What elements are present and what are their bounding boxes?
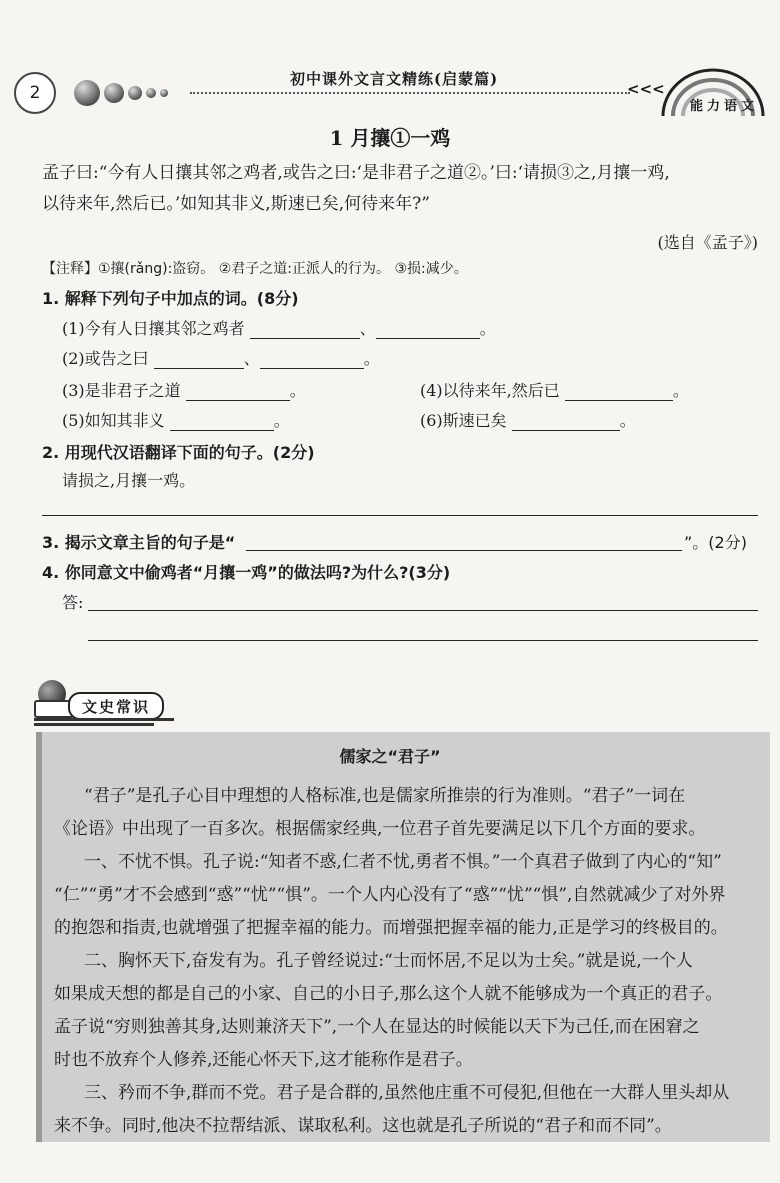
badge-label: 能力语文 — [690, 99, 759, 114]
period: 。 — [363, 349, 380, 368]
decorative-stripe — [34, 723, 154, 726]
culture-line: 的抱怨和指责,也就增强了把握幸福的能力。而增强把握幸福的能力,正是学习的终极目的。 — [54, 918, 728, 938]
q1-item-4 — [420, 378, 689, 401]
culture-line: 如果成天想的都是自己的小家、自己的小日子,那么这个人就不能够成为一个真正的君子。 — [54, 984, 723, 1004]
q1-item-text: (6)斯速已矣 — [420, 411, 507, 430]
question-3-pre: 3. 揭示文章主旨的句子是“ — [42, 533, 236, 552]
q1-item-1 — [62, 316, 496, 339]
q2-sentence: 请损之,月攘一鸡。 — [62, 471, 196, 490]
q1-item-3 — [62, 378, 306, 401]
source-citation: (选自《孟子》) — [657, 233, 758, 252]
culture-section-label: 文史常识 — [68, 692, 164, 720]
book-title: 初中课外文言文精练(启蒙篇) — [290, 70, 499, 88]
culture-line: 时也不放弃个人修养,还能心怀天下,这才能称作是君子。 — [54, 1050, 473, 1070]
decorative-ball-5 — [160, 89, 168, 97]
question-4-label: 4. 你同意文中偷鸡者“月攘一鸡”的做法吗?为什么?(3分) — [42, 563, 451, 582]
culture-line: “仁”“勇”才不会感到“惑”“忧”“惧”。一个人内心没有了“惑”“忧”“惧”,自然就减少了对外界 — [54, 885, 726, 905]
q1-blank-3[interactable] — [186, 382, 290, 401]
question-3-post: ”。(2分) — [684, 533, 747, 552]
question-2-label: 2. 用现代汉语翻译下面的句子。(2分) — [42, 443, 315, 462]
separator: 、 — [359, 319, 376, 338]
culture-line: 一、不忧不惧。孔子说:“知者不惑,仁者不忧,勇者不惧。”一个真君子做到了内心的“知” — [84, 852, 722, 872]
culture-line: “君子”是孔子心目中理想的人格标准,也是儒家所推崇的行为准则。“君子”一词在 — [84, 786, 686, 806]
q1-item-5 — [62, 408, 290, 431]
q4-answer-line-1[interactable] — [88, 610, 758, 611]
period: 。 — [289, 381, 306, 400]
decorative-ball-3 — [128, 86, 142, 100]
q1-blank-1a[interactable] — [250, 320, 360, 339]
q1-blank-1b[interactable] — [376, 320, 480, 339]
separator: 、 — [243, 349, 260, 368]
q4-answer-prefix: 答: — [62, 593, 84, 612]
q1-item-text: (4)以待来年,然后已 — [420, 381, 560, 400]
decorative-ball-2 — [104, 83, 124, 103]
q1-item-2 — [62, 346, 380, 369]
q1-item-text: (2)或告之曰 — [62, 349, 149, 368]
q3-answer-blank[interactable] — [246, 550, 682, 551]
q1-item-text: (5)如知其非义 — [62, 411, 165, 430]
question-1-label: 1. 解释下列句子中加点的词。(8分) — [42, 289, 299, 308]
q1-blank-2a[interactable] — [154, 350, 244, 369]
page-number: 2 — [14, 72, 56, 114]
culture-line: 来不争。同时,他决不拉帮结派、谋取私利。这也就是孔子所说的“君子和而不同”。 — [54, 1116, 672, 1136]
q1-item-text: (1)今有人日攘其邻之鸡者 — [62, 319, 245, 338]
culture-line: 三、矜而不争,群而不党。君子是合群的,虽然他庄重不可侵犯,但他在一大群人里头却从 — [84, 1083, 730, 1103]
q1-item-text: (3)是非君子之道 — [62, 381, 181, 400]
notes: 【注释】①攘(rǎng):盗窃。 ②君子之道:正派人的行为。 ③损:减少。 — [42, 261, 468, 277]
decorative-ball-4 — [146, 88, 156, 98]
passage-line-2: 以待来年,然后已。’如知其非义,斯速已矣,何待来年?” — [42, 194, 430, 214]
header-rule — [190, 92, 630, 94]
culture-line: 《论语》中出现了一百多次。根据儒家经典,一位君子首先要满足以下几个方面的要求。 — [54, 819, 706, 839]
q1-blank-6[interactable] — [512, 412, 620, 431]
lesson-title: 1 月攘①一鸡 — [329, 126, 451, 150]
period: 。 — [273, 411, 290, 430]
q1-blank-5[interactable] — [170, 412, 274, 431]
chevron-left-icon: <<< — [627, 80, 665, 98]
q1-blank-4[interactable] — [565, 382, 673, 401]
q2-answer-line[interactable] — [42, 515, 758, 516]
decorative-stripe — [34, 718, 174, 721]
culture-line: 二、胸怀天下,奋发有为。孔子曾经说过:“士而怀居,不足以为士矣。”就是说,一个人 — [84, 951, 693, 971]
culture-box-title: 儒家之“君子” — [339, 747, 441, 766]
passage-line-1: 孟子曰:“今有人日攘其邻之鸡者,或告之曰:‘是非君子之道②。’曰:‘请损③之,月攘一鸡, — [42, 163, 670, 183]
q4-answer-line-2[interactable] — [88, 640, 758, 641]
decorative-ball-1 — [74, 80, 100, 106]
q1-blank-2b[interactable] — [260, 350, 364, 369]
period: 。 — [619, 411, 636, 430]
culture-line: 孟子说“穷则独善其身,达则兼济天下”,一个人在显达的时候能以天下为己任,而在困窘之 — [54, 1017, 700, 1037]
period: 。 — [479, 319, 496, 338]
q1-item-6 — [420, 408, 636, 431]
period: 。 — [672, 381, 689, 400]
